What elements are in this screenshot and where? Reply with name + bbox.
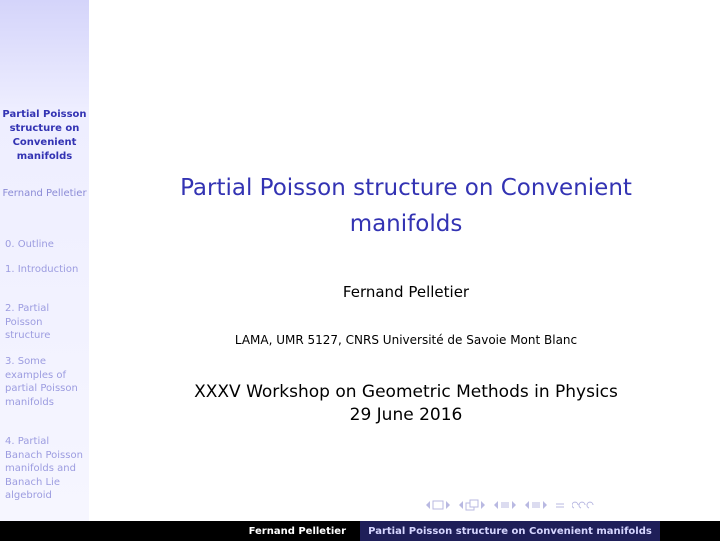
frame-nav[interactable]	[425, 500, 451, 510]
event-name: XXXV Workshop on Geometric Methods in Physics	[194, 382, 618, 402]
subsection-list-nav[interactable]	[524, 500, 548, 510]
slide-author: Fernand Pelletier	[342, 283, 470, 301]
slide-institution: LAMA, UMR 5127, CNRS Université de Savoie Mont Blanc	[234, 333, 578, 347]
subsection-nav[interactable]	[458, 499, 486, 511]
footer	[0, 521, 720, 541]
appendix-nav-icon[interactable]	[555, 500, 565, 510]
sidebar	[0, 0, 89, 521]
sidebar-section-introduction[interactable]: 1. Introduction	[5, 264, 79, 275]
arrow-left-icon[interactable]	[425, 500, 431, 510]
search-nav[interactable]	[572, 500, 598, 510]
sidebar-section-partial-poisson[interactable]: 2. Partial Poisson structure	[5, 303, 51, 341]
frame-nav-icon	[432, 500, 444, 510]
subsection-list-nav-icon	[531, 500, 541, 510]
sidebar-author[interactable]: Fernand Pelletier	[2, 188, 87, 199]
footer-title: Partial Poisson structure on Convenient manifolds	[360, 521, 660, 541]
subsection-nav-icon	[465, 499, 479, 511]
arrow-right-icon[interactable]	[511, 500, 517, 510]
slide-title: Partial Poisson structure on Convenient manifolds	[180, 175, 632, 237]
arrow-left-icon[interactable]	[524, 500, 530, 510]
sidebar-title[interactable]: Partial Poisson structure on Convenient manifolds	[2, 109, 87, 162]
sidebar-section-outline[interactable]: 0. Outline	[5, 239, 54, 250]
arrow-right-icon[interactable]	[542, 500, 548, 510]
sidebar-section-examples[interactable]: 3. Some examples of partial Poisson manifolds	[5, 356, 78, 408]
footer-author: Fernand Pelletier	[248, 525, 346, 537]
arrow-right-icon[interactable]	[445, 500, 451, 510]
footer-page	[660, 521, 720, 541]
section-nav-icon	[500, 500, 510, 510]
slide-event	[150, 381, 662, 427]
navigation-bar	[425, 497, 715, 513]
sidebar-section-banach[interactable]: 4. Partial Banach Poisson manifolds and Banach Lie algebroid	[5, 436, 83, 501]
arrow-left-icon[interactable]	[458, 500, 464, 510]
arrow-left-icon[interactable]	[493, 500, 499, 510]
search-icon[interactable]	[572, 500, 598, 510]
arrow-right-icon[interactable]	[480, 500, 486, 510]
section-nav[interactable]	[493, 500, 517, 510]
event-date: 29 June 2016	[349, 405, 463, 425]
appendix-nav[interactable]	[555, 500, 565, 510]
